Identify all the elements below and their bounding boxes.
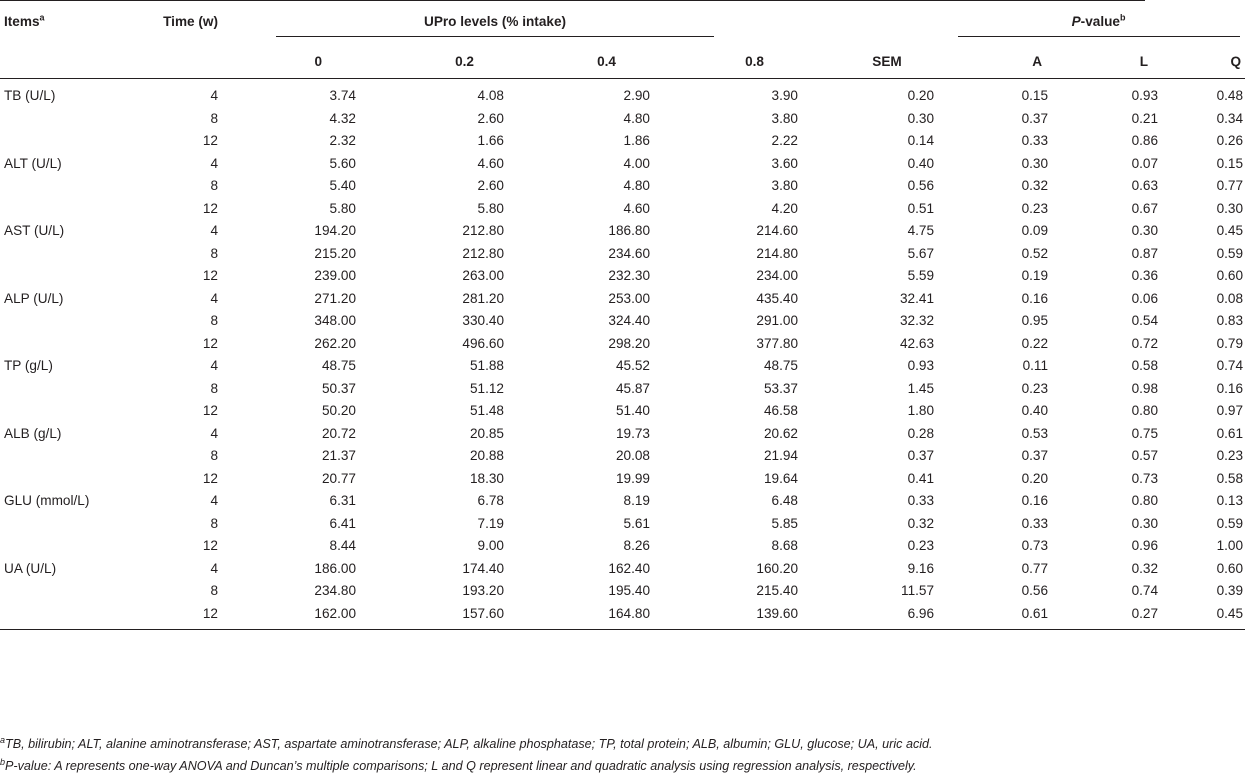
cell-item	[0, 468, 132, 491]
cell-level-04: 4.80	[623, 178, 650, 193]
table-row	[0, 288, 1245, 311]
cell-level-08: 2.22	[771, 133, 798, 148]
table-row	[0, 220, 1245, 243]
cell-p-a: 0.22	[1021, 335, 1049, 351]
cell-p-q: 0.77	[1216, 178, 1244, 193]
cell-level-08: 214.80	[756, 245, 798, 261]
cell-p-l: 0.30	[1131, 515, 1159, 531]
cell-time: 8	[210, 313, 218, 328]
cell-time: 8	[210, 245, 218, 261]
table-row	[0, 378, 1245, 401]
cell-p-q: 0.59	[1216, 515, 1244, 531]
table-row	[0, 108, 1245, 131]
cell-p-a: 0.77	[1021, 560, 1049, 576]
cell-level-02: 212.80	[462, 223, 504, 238]
cell-time: 8	[210, 583, 218, 598]
time-header-spacer	[132, 45, 218, 79]
cell-time: 12	[132, 603, 218, 630]
cell-level-08: 214.60	[756, 223, 798, 238]
cell-item: TB (U/L)	[4, 88, 56, 103]
cell-level-0: 186.00	[314, 560, 356, 576]
cell-item	[0, 243, 132, 266]
cell-sem: 0.30	[907, 110, 935, 126]
cell-p-q: 0.13	[1216, 493, 1244, 508]
footnote-b: $^b$P-value: A represents one-way ANOVA and Duncan’s multiple comparisons; L and Q represent linear and quadratic analysis using regression analysis, respectively.	[0, 756, 917, 773]
cell-level-08: 160.20	[756, 560, 798, 576]
cell-p-a: 0.15	[1021, 88, 1049, 103]
cell-p-l: 0.54	[1131, 313, 1159, 328]
cell-level-02: 18.30	[469, 470, 504, 486]
cell-level-08: 4.20	[771, 200, 798, 216]
cell-level-08: 377.80	[756, 335, 798, 351]
cell-time: 4	[210, 560, 218, 576]
cell-p-a: 0.16	[1021, 290, 1049, 306]
cell-p-a: 0.30	[1021, 155, 1049, 171]
cell-p-a: 0.53	[1021, 425, 1049, 441]
cell-item: ALB (g/L)	[4, 425, 62, 441]
cell-level-0: 21.37	[321, 448, 356, 463]
table-row	[0, 580, 1245, 603]
cell-sem: 6.96	[802, 603, 942, 630]
cell-sem: 0.14	[907, 133, 935, 148]
cell-p-q: 0.97	[1216, 403, 1244, 418]
cell-level-02: 281.20	[462, 290, 504, 306]
cell-p-l: 0.96	[1131, 538, 1159, 553]
cell-level-02: 2.60	[477, 110, 504, 126]
cell-time: 4	[210, 155, 218, 171]
cell-p-l: 0.21	[1131, 110, 1159, 126]
time-header: Time (w)	[163, 14, 218, 29]
cell-time: 4	[210, 223, 218, 238]
cell-p-q: 0.74	[1216, 358, 1244, 373]
pcol-l-header: L	[1048, 45, 1158, 79]
cell-level-0: 4.32	[329, 110, 356, 126]
cell-p-a: 0.73	[1021, 538, 1049, 553]
cell-p-a: 0.09	[1021, 223, 1049, 238]
cell-p-l: 0.57	[1131, 448, 1159, 463]
upro-group-header: UPro levels (% intake)	[218, 0, 942, 45]
cell-time: 12	[202, 470, 218, 486]
cell-level-08: 53.37	[763, 380, 798, 396]
cell-time: 8	[210, 448, 218, 463]
cell-p-q: 0.08	[1216, 290, 1244, 306]
cell-level-02: 20.85	[469, 425, 504, 441]
cell-p-l: 0.58	[1131, 358, 1159, 373]
cell-level-04: 5.61	[623, 515, 650, 531]
cell-level-0: 5.40	[329, 178, 356, 193]
cell-level-08: 20.62	[763, 425, 798, 441]
cell-level-02: 5.80	[477, 200, 504, 216]
cell-item	[0, 580, 132, 603]
cell-level-0: 271.20	[314, 290, 356, 306]
cell-level-04: 45.52	[615, 358, 650, 373]
sem-header: SEM	[802, 45, 942, 79]
cell-sem: 0.41	[907, 470, 935, 486]
cell-level-02: 6.78	[477, 493, 504, 508]
cell-sem: 1.80	[907, 403, 935, 418]
level-08-header: 0.8	[656, 45, 802, 79]
cell-sem: 5.59	[907, 268, 935, 283]
cell-p-q: 0.48	[1216, 88, 1244, 103]
cell-sem: 4.75	[907, 223, 935, 238]
pcol-q-header: Q	[1158, 45, 1245, 79]
cell-level-08: 21.94	[763, 448, 798, 463]
cell-p-a: 0.23	[1021, 380, 1049, 396]
table-row	[0, 535, 1245, 558]
cell-p-q: 0.45	[1216, 223, 1244, 238]
items-header-spacer	[0, 45, 132, 79]
cell-p-a: 0.32	[1021, 178, 1049, 193]
table-row	[0, 445, 1245, 468]
cell-p-a: 0.52	[1021, 245, 1049, 261]
cell-level-04: 8.19	[623, 493, 650, 508]
cell-level-0: 6.31	[329, 493, 356, 508]
cell-p-a: 0.11	[1022, 358, 1049, 373]
cell-item	[0, 513, 132, 536]
cell-sem: 42.63	[900, 335, 935, 351]
cell-level-0: 215.20	[314, 245, 356, 261]
footnote-a: $^a$TB, bilirubin; ALT, alanine aminotransferase; AST, aspartate aminotransferase; ALP, alkaline phosphatase; TP, total protein; ALB, albumin; GLU, glucose; UA, uric acid.	[0, 734, 933, 751]
cell-level-02: 2.60	[477, 178, 504, 193]
cell-time: 12	[202, 538, 218, 553]
cell-time: 4	[210, 290, 218, 306]
cell-p-l: 0.75	[1131, 425, 1159, 441]
cell-p-l: 0.30	[1131, 223, 1159, 238]
cell-p-q: 0.30	[1216, 200, 1244, 216]
cell-p-q: 0.59	[1216, 245, 1244, 261]
cell-sem: 1.45	[907, 380, 935, 396]
cell-p-a: 0.37	[1021, 448, 1049, 463]
cell-level-0: 3.74	[329, 88, 356, 103]
table-row	[0, 468, 1245, 491]
cell-sem: 0.32	[907, 515, 935, 531]
cell-level-0: 2.32	[329, 133, 356, 148]
cell-level-02: 51.48	[469, 403, 504, 418]
cell-sem: 32.32	[900, 313, 935, 328]
cell-level-02: 193.20	[462, 583, 504, 598]
cell-sem: 0.20	[907, 88, 935, 103]
cell-p-l: 0.73	[1131, 470, 1159, 486]
cell-p-a: 0.33	[1021, 515, 1049, 531]
cell-sem: 9.16	[907, 560, 935, 576]
cell-level-08: 8.68	[771, 538, 798, 553]
cell-level-02: 157.60	[362, 603, 510, 630]
cell-p-a: 0.20	[1021, 470, 1049, 486]
cell-sem: 0.51	[907, 200, 935, 216]
cell-level-02: 1.66	[477, 133, 504, 148]
cell-sem: 0.93	[907, 358, 935, 373]
cell-p-a: 0.16	[1021, 493, 1049, 508]
cell-p-q: 0.60	[1216, 268, 1244, 283]
table-row	[0, 265, 1245, 288]
cell-level-02: 330.40	[462, 313, 504, 328]
cell-level-08: 139.60	[656, 603, 802, 630]
cell-level-08: 435.40	[756, 290, 798, 306]
cell-level-04: 164.80	[510, 603, 656, 630]
cell-level-02: 4.08	[477, 88, 504, 103]
cell-sem: 0.56	[907, 178, 935, 193]
table-row	[0, 558, 1245, 581]
cell-level-0: 48.75	[321, 358, 356, 373]
cell-level-08: 234.00	[756, 268, 798, 283]
cell-item	[0, 333, 132, 356]
cell-p-q: 0.34	[1216, 110, 1244, 126]
cell-time: 12	[202, 268, 218, 283]
cell-item	[0, 265, 132, 288]
cell-p-l: 0.27	[1048, 603, 1158, 630]
cell-p-q: 0.15	[1216, 155, 1244, 171]
cell-p-q: 0.16	[1216, 380, 1244, 396]
cell-level-04: 45.87	[615, 380, 650, 396]
cell-p-q: 0.26	[1216, 133, 1244, 148]
cell-level-02: 212.80	[462, 245, 504, 261]
cell-level-0: 8.44	[329, 538, 356, 553]
cell-level-02: 7.19	[477, 515, 504, 531]
table-footnotes	[0, 734, 1145, 777]
table-row	[0, 490, 1245, 513]
cell-p-q: 0.58	[1216, 470, 1244, 486]
cell-level-04: 51.40	[615, 403, 650, 418]
table-row	[0, 198, 1245, 221]
cell-p-l: 0.32	[1131, 560, 1159, 576]
cell-p-q: 0.23	[1216, 448, 1244, 463]
table-row	[0, 310, 1245, 333]
cell-item: ALP (U/L)	[4, 290, 64, 306]
cell-item	[0, 198, 132, 221]
cell-time: 4	[210, 425, 218, 441]
cell-time: 4	[210, 88, 218, 103]
cell-p-a: 0.33	[1021, 133, 1049, 148]
cell-item: GLU (mmol/L)	[4, 493, 90, 508]
cell-item	[0, 175, 132, 198]
cell-level-04: 324.40	[608, 313, 650, 328]
cell-level-02: 174.40	[462, 560, 504, 576]
table-row	[0, 153, 1245, 176]
cell-time: 12	[202, 403, 218, 418]
cell-sem: 5.67	[907, 245, 935, 261]
pvalue-group-header: P-value$^b$	[942, 0, 1245, 45]
cell-p-l: 0.67	[1131, 200, 1159, 216]
cell-p-a: 0.19	[1021, 268, 1049, 283]
cell-level-04: 195.40	[608, 583, 650, 598]
cell-p-l: 0.86	[1131, 133, 1159, 148]
cell-level-0: 162.00	[218, 603, 362, 630]
cell-level-0: 194.20	[314, 223, 356, 238]
cell-p-l: 0.80	[1131, 493, 1159, 508]
table-row	[0, 79, 1245, 108]
cell-p-q: 0.60	[1216, 560, 1244, 576]
cell-level-04: 4.60	[623, 200, 650, 216]
cell-p-a: 0.61	[942, 603, 1048, 630]
cell-level-02: 51.88	[469, 358, 504, 373]
cell-level-0: 50.20	[321, 403, 356, 418]
cell-level-0: 20.77	[321, 470, 356, 486]
cell-level-04: 19.99	[615, 470, 650, 486]
cell-level-08: 5.85	[771, 515, 798, 531]
cell-p-l: 0.36	[1131, 268, 1159, 283]
cell-level-04: 19.73	[615, 425, 650, 441]
cell-level-04: 4.00	[623, 155, 650, 171]
cell-time: 12	[202, 133, 218, 148]
cell-level-04: 298.20	[608, 335, 650, 351]
cell-level-02: 9.00	[477, 538, 504, 553]
cell-item: TP (g/L)	[4, 358, 53, 373]
cell-item	[0, 130, 132, 153]
cell-item: ALT (U/L)	[4, 155, 62, 171]
cell-level-08: 291.00	[756, 313, 798, 328]
cell-p-q: 0.39	[1216, 583, 1244, 598]
cell-p-a: 0.95	[1021, 313, 1049, 328]
cell-sem: 0.40	[907, 155, 935, 171]
cell-level-04: 234.60	[608, 245, 650, 261]
cell-p-l: 0.06	[1131, 290, 1159, 306]
cell-p-a: 0.23	[1021, 200, 1049, 216]
cell-time: 12	[202, 335, 218, 351]
cell-level-0: 20.72	[321, 425, 356, 441]
cell-p-l: 0.72	[1131, 335, 1159, 351]
items-header: Items$^a$	[4, 12, 45, 29]
table-row	[0, 513, 1245, 536]
cell-p-l: 0.80	[1131, 403, 1159, 418]
cell-item	[0, 400, 132, 423]
cell-level-08: 46.58	[763, 403, 798, 418]
cell-level-0: 348.00	[314, 313, 356, 328]
cell-level-04: 4.80	[623, 110, 650, 126]
cell-time: 8	[210, 380, 218, 396]
cell-level-0: 50.37	[321, 380, 356, 396]
cell-level-02: 4.60	[477, 155, 504, 171]
cell-level-08: 3.80	[771, 110, 798, 126]
cell-level-0: 262.20	[314, 335, 356, 351]
table-row	[0, 130, 1245, 153]
table-row	[0, 175, 1245, 198]
cell-level-08: 19.64	[763, 470, 798, 486]
cell-p-l: 0.74	[1131, 583, 1159, 598]
table-row	[0, 243, 1245, 266]
cell-level-08: 3.90	[771, 88, 798, 103]
cell-sem: 11.57	[901, 583, 935, 598]
cell-level-04: 2.90	[623, 88, 650, 103]
cell-p-q: 1.00	[1216, 538, 1244, 553]
cell-time: 4	[210, 358, 218, 373]
cell-level-0: 234.80	[314, 583, 356, 598]
cell-item	[0, 603, 132, 630]
cell-level-02: 51.12	[469, 380, 504, 396]
cell-time: 12	[202, 200, 218, 216]
cell-time: 8	[210, 110, 218, 126]
cell-p-a: 0.56	[1021, 583, 1049, 598]
cell-sem: 0.37	[907, 448, 935, 463]
cell-item	[0, 445, 132, 468]
cell-level-0: 5.80	[329, 200, 356, 216]
cell-p-l: 0.63	[1131, 178, 1159, 193]
cell-p-q: 0.83	[1216, 313, 1244, 328]
cell-time: 4	[210, 493, 218, 508]
cell-level-04: 232.30	[608, 268, 650, 283]
cell-item	[0, 310, 132, 333]
cell-time: 8	[210, 178, 218, 193]
cell-p-a: 0.37	[1021, 110, 1049, 126]
cell-sem: 0.28	[907, 425, 935, 441]
level-02-header: 0.2	[362, 45, 510, 79]
cell-level-02: 20.88	[469, 448, 504, 463]
level-04-header: 0.4	[510, 45, 656, 79]
level-0-header: 0	[218, 45, 362, 79]
cell-level-0: 5.60	[329, 155, 356, 171]
table-row	[0, 400, 1245, 423]
cell-item	[0, 378, 132, 401]
cell-p-q: 0.45	[1158, 603, 1245, 630]
cell-level-04: 186.80	[608, 223, 650, 238]
pcol-a-header: A	[942, 45, 1048, 79]
cell-level-04: 253.00	[608, 290, 650, 306]
cell-p-a: 0.40	[1021, 403, 1049, 418]
cell-p-l: 0.07	[1131, 155, 1159, 171]
cell-sem: 0.23	[907, 538, 935, 553]
cell-p-l: 0.87	[1131, 245, 1159, 261]
cell-p-q: 0.61	[1216, 425, 1244, 441]
table-body	[0, 79, 1245, 630]
cell-level-08: 3.60	[771, 155, 798, 171]
cell-level-04: 162.40	[608, 560, 650, 576]
cell-level-04: 20.08	[615, 448, 650, 463]
cell-level-0: 6.41	[329, 515, 356, 531]
cell-level-02: 496.60	[462, 335, 504, 351]
cell-p-l: 0.98	[1131, 380, 1159, 396]
cell-item: UA (U/L)	[4, 560, 57, 576]
cell-sem: 32.41	[900, 290, 935, 306]
cell-level-08: 3.80	[771, 178, 798, 193]
cell-item	[0, 108, 132, 131]
cell-sem: 0.33	[907, 493, 935, 508]
cell-level-08: 6.48	[771, 493, 798, 508]
cell-level-04: 1.86	[623, 133, 650, 148]
cell-item: AST (U/L)	[4, 223, 65, 238]
table-header	[0, 0, 1245, 79]
table-row	[0, 423, 1245, 446]
cell-level-0: 239.00	[314, 268, 356, 283]
table-row	[0, 333, 1245, 356]
cell-level-08: 48.75	[763, 358, 798, 373]
cell-level-02: 263.00	[462, 268, 504, 283]
cell-p-l: 0.93	[1131, 88, 1159, 103]
cell-level-04: 8.26	[623, 538, 650, 553]
cell-time: 8	[210, 515, 218, 531]
table-row	[0, 603, 1245, 630]
cell-item	[0, 535, 132, 558]
cell-p-q: 0.79	[1216, 335, 1244, 351]
table-row	[0, 355, 1245, 378]
cell-level-08: 215.40	[756, 583, 798, 598]
